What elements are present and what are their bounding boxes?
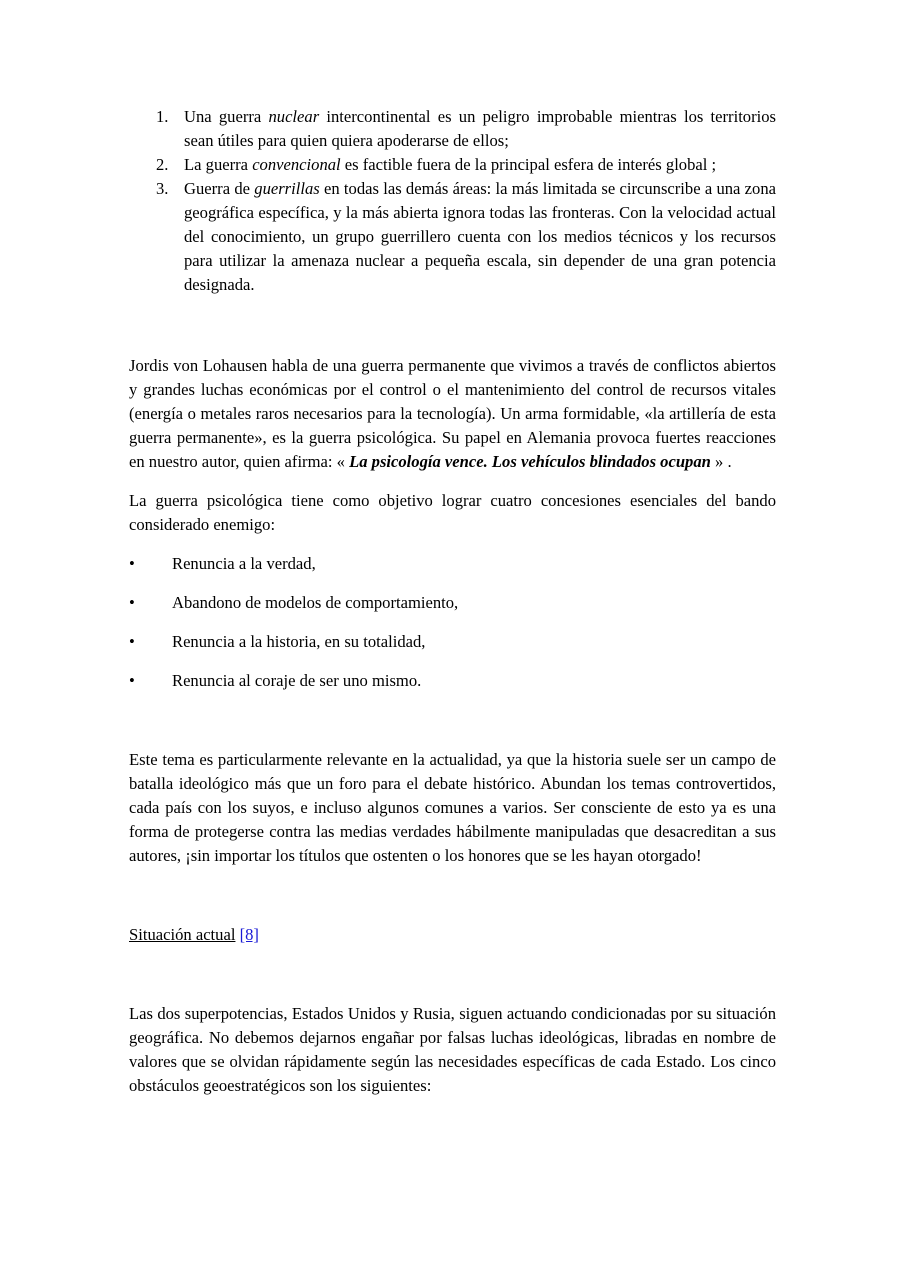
bullet-icon: • <box>129 671 135 690</box>
bullet-icon: • <box>129 593 135 612</box>
list-number: 1. <box>156 107 169 126</box>
list-emphasis: nuclear <box>268 107 320 126</box>
bullet-item <box>129 591 776 615</box>
list-item <box>129 177 776 297</box>
bullet-text: Renuncia a la verdad, <box>172 554 316 573</box>
paragraph-history: Este tema es particularmente relevante en la actualidad, ya que la historia suele ser un campo de batalla ideológico más que un foro para el debate histórico. Abundan los temas controvertidos, cada país con los suyos, e incluso algunos comunes a varios. Ser consciente de esto ya es una forma de protegerse contra las medias verdades hábilmente manipuladas que desacreditan a sus autores, ¡sin importar los títulos que ostenten o los honores que se les hayan otorgado! <box>129 750 776 865</box>
list-text: intercontinental es un peligro improbable mientras los territorios sean útiles para quien quiera apoderarse de ellos; <box>184 107 776 150</box>
list-text: en todas las demás áreas: la más limitada se circunscribe a una zona geográfica específica, y la más abierta ignora todas las fronteras. Con la velocidad actual del conocimiento, un grupo guerrillero cuenta con los medios técnicos y los recursos para utilizar la amenaza nuclear a pequeña escala, sin depender de una gran potencia designada. <box>184 179 777 294</box>
list-text: La guerra <box>184 155 253 174</box>
bullet-list <box>129 552 776 693</box>
bullet-text: Abandono de modelos de comportamiento, <box>172 593 459 612</box>
section-heading <box>129 923 776 947</box>
numbered-list <box>129 105 776 297</box>
list-item <box>129 153 776 177</box>
footnote-link[interactable]: [8] <box>239 925 259 944</box>
bullet-item <box>129 669 776 693</box>
paragraph-superpowers: Las dos superpotencias, Estados Unidos y Rusia, siguen actuando condicionadas por su situación geográfica. No debemos dejarnos engañar por falsas luchas ideológicas, libradas en nombre de valores que se olvidan rápidamente según las necesidades específicas de cada Estado. Los cinco obstáculos geoestratégicos son los siguientes: <box>129 1004 776 1095</box>
bullet-icon: • <box>129 554 135 573</box>
paragraph-text: Jordis von Lohausen habla de una guerra permanente que vivimos a través de conflictos abiertos y grandes luchas económicas por el control o el mantenimiento del control de recursos vitales (energía o metales raros necesarios para la tecnología). Un arma formidable, «la artillería de esta guerra permanente», es la guerra psicológica. Su papel en Alemania provoca fuertes reacciones en nuestro autor, quien afirma: « <box>129 356 776 471</box>
bullet-icon: • <box>129 632 135 651</box>
bullet-item <box>129 630 776 654</box>
list-emphasis: convencional <box>252 155 341 174</box>
document-page <box>129 105 776 1098</box>
list-text: es factible fuera de la principal esfera de interés global ; <box>340 155 717 174</box>
list-text: Guerra de <box>184 179 255 198</box>
bullet-text: Renuncia a la historia, en su totalidad, <box>172 632 426 651</box>
list-item <box>129 105 776 153</box>
heading-text: Situación actual <box>129 925 236 944</box>
paragraph-lohausen <box>129 354 776 474</box>
bullet-text: Renuncia al coraje de ser uno mismo. <box>172 671 422 690</box>
list-number: 3. <box>156 179 169 198</box>
list-number: 2. <box>156 155 169 174</box>
list-text: Una guerra <box>184 107 269 126</box>
paragraph-psychological-war: La guerra psicológica tiene como objetivo lograr cuatro concesiones esenciales del bando considerado enemigo: <box>129 491 776 534</box>
bullet-item <box>129 552 776 576</box>
quote-bold-italic: La psicología vence. Los vehículos blindados ocupan <box>349 452 711 471</box>
list-emphasis: guerrillas <box>254 179 320 198</box>
paragraph-end: » . <box>710 452 732 471</box>
